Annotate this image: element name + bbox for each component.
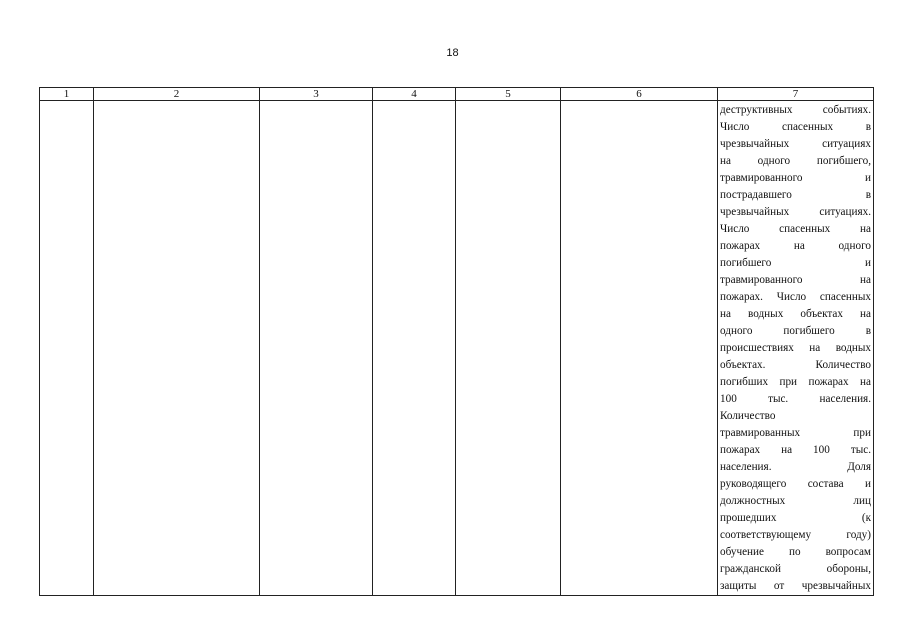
column-7-line: гражданской обороны, — [720, 563, 871, 575]
column-7-text — [720, 102, 871, 595]
cell-column-7 — [718, 101, 874, 596]
document-table — [39, 87, 874, 596]
column-7-line: погибшего и — [720, 257, 871, 269]
table-row — [40, 101, 874, 596]
column-header-5: 5 — [456, 88, 561, 101]
column-7-line: объектах. Количество — [720, 359, 871, 371]
column-header-4: 4 — [373, 88, 456, 101]
column-7-line: обучение по вопросам — [720, 546, 871, 558]
column-7-line: травмированного на — [720, 274, 871, 286]
column-7-line: Количество — [720, 410, 776, 422]
header-row — [40, 88, 874, 101]
column-7-line: пожарах на 100 тыс. — [720, 444, 871, 456]
page-number: 18 — [446, 47, 459, 59]
cell-column-2 — [94, 101, 260, 596]
column-7-line: пострадавшего в — [720, 189, 871, 201]
column-header-2: 2 — [94, 88, 260, 101]
column-header-6: 6 — [561, 88, 718, 101]
column-header-1: 1 — [40, 88, 94, 101]
column-7-line: пожарах. Число спасенных — [720, 291, 871, 303]
cell-column-4 — [373, 101, 456, 596]
column-7-line: Число спасенных на — [720, 223, 871, 235]
column-header-7: 7 — [718, 88, 874, 101]
column-7-line: травмированного и — [720, 172, 871, 184]
column-header-3: 3 — [260, 88, 373, 101]
column-7-line: населения. Доля — [720, 461, 871, 473]
column-7-line: травмированных при — [720, 427, 871, 439]
cell-column-3 — [260, 101, 373, 596]
column-7-line: должностных лиц — [720, 495, 871, 507]
column-7-line: руководящего состава и — [720, 478, 871, 490]
column-7-line: происшествиях на водных — [720, 342, 871, 354]
column-7-line: деструктивных событиях. — [720, 104, 871, 116]
column-7-line: чрезвычайных ситуациях. — [720, 206, 871, 218]
column-7-line: 100 тыс. населения. — [720, 393, 871, 405]
column-7-line: Число спасенных в — [720, 121, 871, 133]
column-7-line: одного погибшего в — [720, 325, 871, 337]
column-7-line: чрезвычайных ситуациях — [720, 138, 871, 150]
column-7-line: соответствующему году) — [720, 529, 871, 541]
column-7-line: на водных объектах на — [720, 308, 871, 320]
column-7-line: защиты от чрезвычайных — [720, 580, 871, 592]
cell-column-5 — [456, 101, 561, 596]
column-7-line: пожарах на одного — [720, 240, 871, 252]
column-7-line: на одного погибшего, — [720, 155, 871, 167]
cell-column-1 — [40, 101, 94, 596]
cell-column-6 — [561, 101, 718, 596]
column-7-line: погибших при пожарах на — [720, 376, 871, 388]
column-7-line: прошедших (к — [720, 512, 871, 524]
